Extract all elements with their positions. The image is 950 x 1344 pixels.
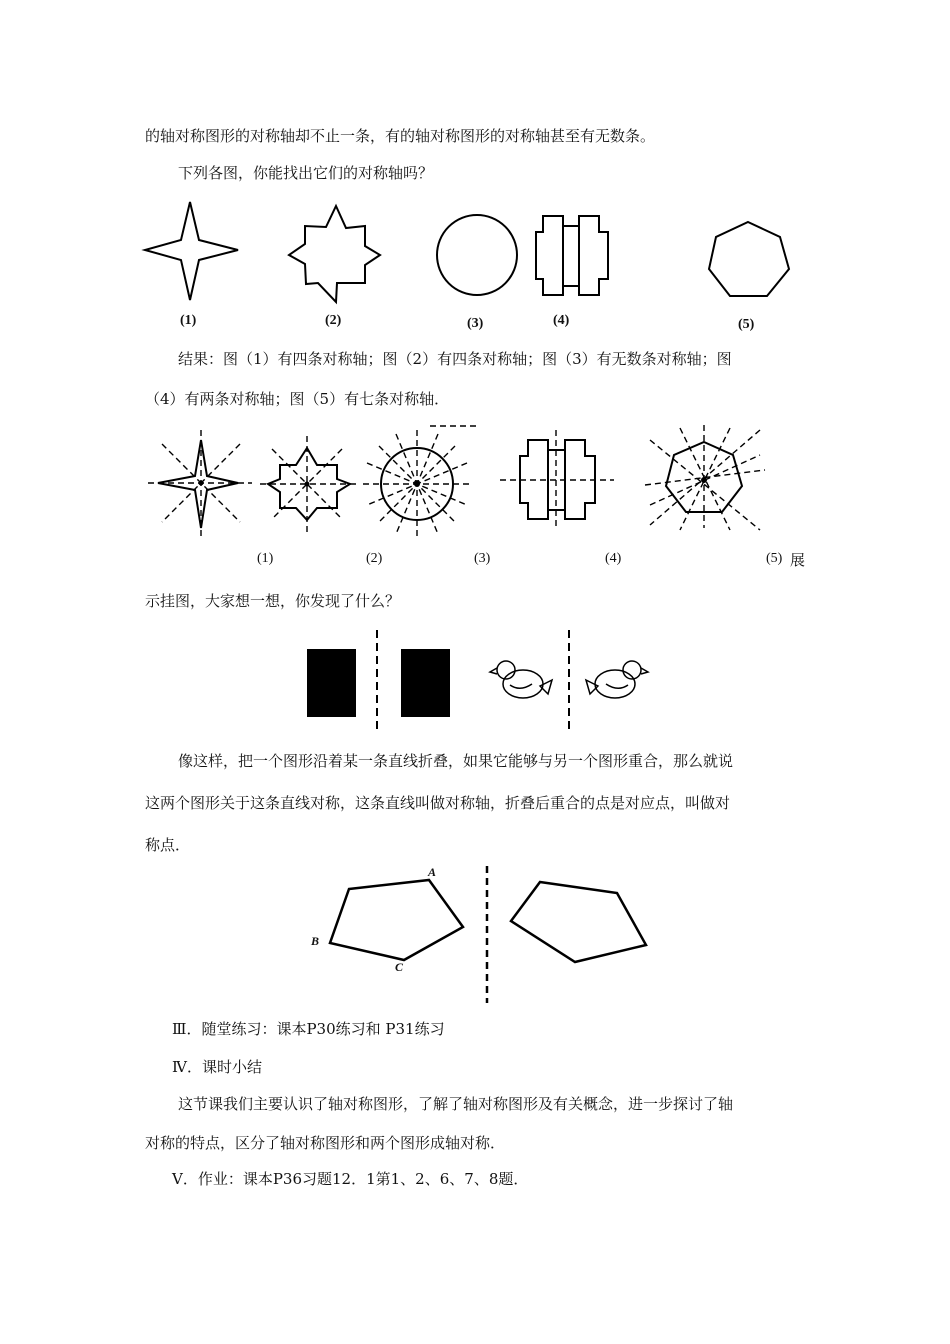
heptagon-shape bbox=[709, 222, 789, 296]
figure5-label: (5) bbox=[738, 317, 755, 332]
vertex-a-label: A bbox=[428, 865, 437, 879]
figure-row-2-axes bbox=[0, 420, 950, 550]
homework-text: Ⅴ．作业：课本P36习题12．1第1、2、6、7、8题． bbox=[172, 1170, 529, 1188]
figure2-label: (2) bbox=[325, 313, 342, 328]
result-line-1: 结果：图（1）有四条对称轴；图（2）有四条对称轴；图（3）有无数条对称轴；图 bbox=[178, 350, 732, 368]
intro-tail-text: 的轴对称图形的对称轴却不止一条，有的轴对称图形的对称轴甚至有无数条。 bbox=[145, 127, 656, 145]
left-bird-icon bbox=[490, 661, 552, 698]
axis-figure3-label: (3) bbox=[474, 551, 491, 566]
figure1-label: (1) bbox=[180, 313, 197, 328]
summary-line-2: 对称的特点，区分了轴对称图形和两个图形成轴对称． bbox=[145, 1134, 506, 1152]
double-cross-shape bbox=[536, 216, 608, 295]
axis-figure2-label: (2) bbox=[366, 551, 383, 566]
summary-title: Ⅳ．课时小结 bbox=[172, 1058, 262, 1076]
practice-text: Ⅲ．随堂练习：课本P30练习和 P31练习 bbox=[172, 1020, 445, 1038]
question-text: 下列各图，你能找出它们的对称轴吗？ bbox=[178, 164, 434, 182]
figure3-label: (3) bbox=[467, 316, 484, 331]
eight-point-star-shape bbox=[289, 206, 380, 302]
axis-figure4-label: (4) bbox=[605, 551, 622, 566]
definition-line-1: 像这样，把一个图形沿着某一条直线折叠，如果它能够与另一个图形重合，那么就说 bbox=[178, 752, 734, 770]
axis-figure1-label: (1) bbox=[257, 551, 274, 566]
summary-line-1: 这节课我们主要认识了轴对称图形，了解了轴对称图形及有关概念，进一步探讨了轴 bbox=[178, 1095, 734, 1113]
mirror-picture-figure bbox=[0, 625, 950, 735]
right-pentagon bbox=[511, 882, 646, 962]
left-rectangle bbox=[307, 649, 356, 717]
pentagon-symmetry-figure bbox=[0, 862, 950, 1007]
right-bird-icon bbox=[586, 661, 648, 698]
four-point-star-shape bbox=[145, 202, 238, 300]
vertex-b-label: B bbox=[311, 934, 320, 948]
show-tail-text: 展 bbox=[790, 551, 806, 569]
definition-line-2: 这两个图形关于这条直线对称，这条直线叫做对称轴，折叠后重合的点是对应点，叫做对 bbox=[145, 794, 731, 812]
result-line-2: （4）有两条对称轴；图（5）有七条对称轴． bbox=[145, 390, 450, 408]
definition-line-3: 称点． bbox=[145, 836, 191, 854]
circle-shape bbox=[437, 215, 517, 295]
right-rectangle bbox=[401, 649, 450, 717]
figure4-label: (4) bbox=[553, 313, 570, 328]
vertex-c-label: C bbox=[395, 960, 404, 974]
show-line-text: 示挂图，大家想一想，你发现了什么？ bbox=[145, 592, 401, 610]
axis-figure5-label: (5) bbox=[766, 551, 783, 566]
left-pentagon bbox=[330, 880, 463, 960]
